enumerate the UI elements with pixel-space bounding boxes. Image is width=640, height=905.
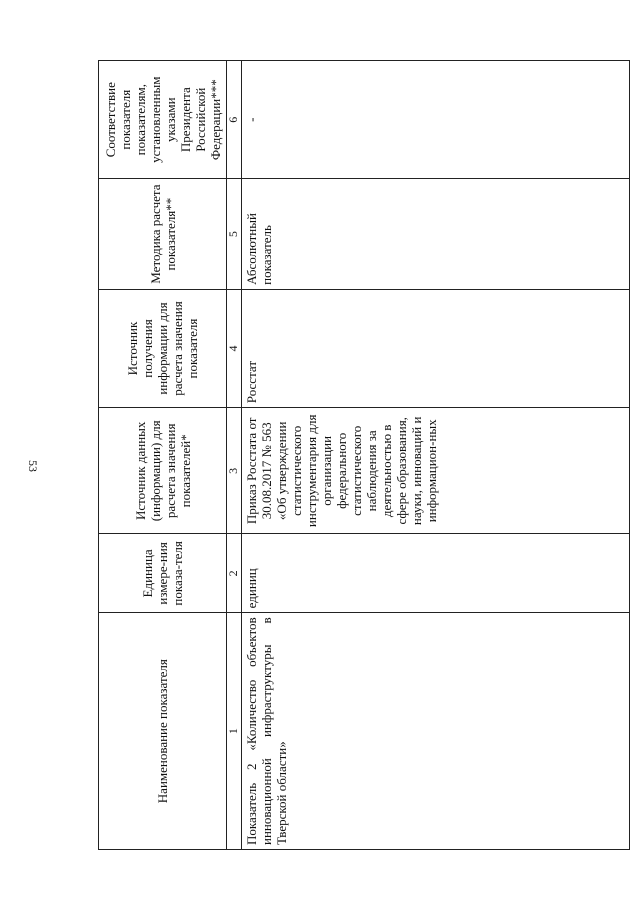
indicator-source-data: Приказ Росстата от 30.08.2017 № 563 «Об утверждении статистического инструментария для организации федерального статистического наблюдения за деятельностью в сфере образования, науки, инноваций и информацион-ных xyxy=(242,408,630,534)
indicator-compliance: - xyxy=(242,61,630,179)
rotated-table-container xyxy=(98,60,630,850)
column-number: 2 xyxy=(227,534,242,613)
column-number-row xyxy=(227,61,242,850)
indicator-name: Показатель 2 «Количество объектов инновационной инфраструктуры в Тверской области» xyxy=(242,613,630,850)
table-row xyxy=(242,61,630,850)
indicator-table xyxy=(98,60,630,850)
column-number: 3 xyxy=(227,408,242,534)
header-name: Наименование показателя xyxy=(99,613,227,850)
header-unit: Единица измере-ния показа-теля xyxy=(99,534,227,613)
header-source-data: Источник данных (информации) для расчета значения показателей* xyxy=(99,408,227,534)
header-row xyxy=(99,61,227,850)
column-number: 6 xyxy=(227,61,242,179)
column-number: 4 xyxy=(227,289,242,407)
indicator-unit: единиц xyxy=(242,534,630,613)
header-method: Методика расчета показателя** xyxy=(99,179,227,289)
column-number: 5 xyxy=(227,179,242,289)
column-number: 1 xyxy=(227,613,242,850)
indicator-method: Абсолютный показатель xyxy=(242,179,630,289)
header-source-info: Источник получения информации для расчета значения показателя xyxy=(99,289,227,407)
indicator-source-info: Росстат xyxy=(242,289,630,407)
page-number: 53 xyxy=(26,460,40,472)
header-compliance: Соответствие показателя показателям, установленным указами Президента Российской Федерации*** xyxy=(99,61,227,179)
